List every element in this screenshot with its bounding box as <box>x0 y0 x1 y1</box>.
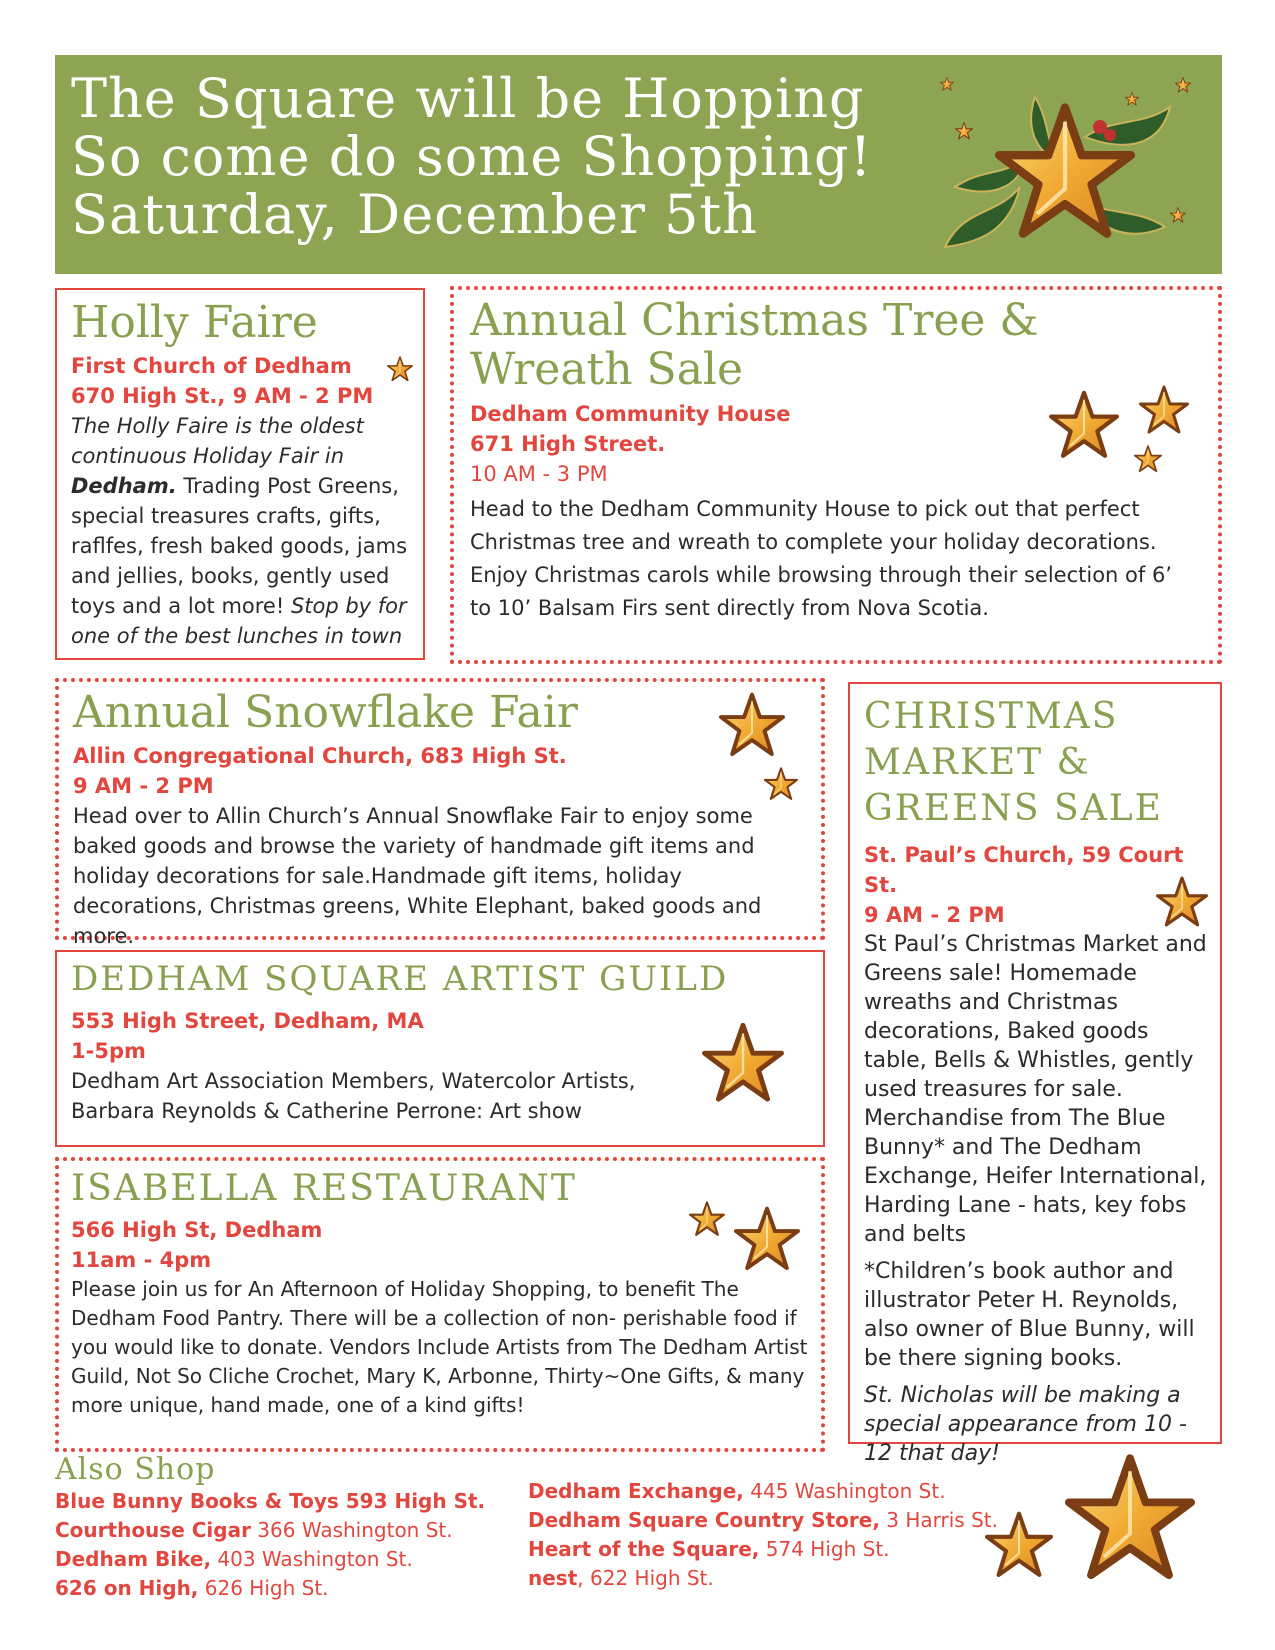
shop-address: 574 High St. <box>759 1537 890 1561</box>
banner-line-3: Saturday, December 5th <box>71 183 758 246</box>
shop-list-item <box>55 1545 535 1574</box>
tree-sale-address: 671 High Street. <box>470 431 666 456</box>
holly-faire-card <box>55 288 425 660</box>
shop-name: Courthouse Cigar <box>55 1518 251 1542</box>
isabella-restaurant-title: ISABELLA RESTAURANT <box>71 1168 577 1209</box>
holly-faire-closing: Stop by for one of the best lunches in town <box>71 594 407 649</box>
also-shop-section <box>55 1453 1225 1633</box>
holly-faire-intro-bold: Dedham. <box>71 474 177 499</box>
star-icon <box>702 1022 784 1104</box>
christmas-market-title-line-1: CHRISTMAS <box>864 696 1119 737</box>
holly-faire-intro: The Holly Faire is the oldest continuous Holiday Fair in <box>71 414 364 469</box>
star-icon <box>1134 445 1162 473</box>
christmas-market-title-line-2: MARKET & <box>864 742 1091 783</box>
star-icon <box>719 692 785 758</box>
christmas-market-title-line-3: GREENS SALE <box>864 788 1163 829</box>
tree-sale-description: Head to the Dedham Community House to pick out that perfect Christmas tree and wreath to complete your holiday decorations. Enjoy Christmas carols while browsing through their selection of 6’ to 10’ Balsam Firs sent directly from Nova Scotia. <box>470 496 1172 620</box>
artist-guild-time: 1-5pm <box>71 1039 146 1064</box>
artist-guild-address: 553 High Street, Dedham, MA <box>71 1009 424 1034</box>
tree-sale-card <box>450 286 1222 664</box>
shop-name: Dedham Exchange, <box>528 1479 744 1503</box>
star-icon <box>1065 1453 1195 1583</box>
holly-star-illustration <box>925 67 1215 272</box>
star-icon <box>734 1206 800 1272</box>
star-icon <box>1049 390 1119 460</box>
isabella-restaurant-description: Please join us for An Afternoon of Holiday Shopping, to benefit The Dedham Food Pantry. There will be a collection of non- perishable food if you would like to donate. Vendors Include Artists from The Dedham Artist Guild, Not So Cliche Crochet, Mary K, Arbonne, Thirty~One Gifts, & many more unique, hand made, one of a kind gifts! <box>71 1277 808 1418</box>
shop-list-item <box>528 1535 1008 1564</box>
shop-address: 3 Harris St. <box>879 1508 998 1532</box>
tree-sale-location: Dedham Community House <box>470 401 791 426</box>
artist-guild-card <box>55 950 825 1147</box>
shop-list-item <box>528 1564 1008 1593</box>
artist-guild-description: Dedham Art Association Members, Watercolor Artists, Barbara Reynolds & Catherine Perrone: Art show <box>71 1069 636 1124</box>
christmas-market-description: St Paul’s Christmas Market and Greens sale! Homemade wreaths and Christmas decorations, Baked goods table, Bells & Whistles, gently used treasures for sale. Merchandise from The Blue Bunny* and The Dedham Exchange, Heifer International, Harding Lane - hats, key fobs and belts <box>864 932 1207 1247</box>
snowflake-fair-time: 9 AM - 2 PM <box>73 774 214 799</box>
holly-faire-text: Trading Post Greens, special treasures crafts, gifts, raflfes, fresh baked goods, jams and jellies, books, gently used toys and a lot more! <box>71 474 408 619</box>
shop-list-item <box>55 1487 535 1516</box>
shop-list-item <box>528 1506 1008 1535</box>
holly-faire-location: First Church of Dedham <box>71 354 352 379</box>
christmas-market-location: St. Paul’s Church, 59 Court St. <box>864 843 1184 897</box>
header-banner <box>55 55 1222 274</box>
artist-guild-title: DEDHAM SQUARE ARTIST GUILD <box>71 959 729 999</box>
also-shop-column-2 <box>528 1477 1008 1593</box>
holly-faire-address-time: 670 High St., 9 AM - 2 PM <box>71 384 374 409</box>
shop-name: 626 on High, <box>55 1576 199 1600</box>
holly-faire-title: Holly Faire <box>71 297 318 348</box>
also-shop-column-1 <box>55 1487 535 1603</box>
star-icon <box>764 767 798 801</box>
star-icon <box>1139 385 1189 435</box>
isabella-restaurant-time: 11am - 4pm <box>71 1248 212 1273</box>
star-icon <box>985 1511 1053 1579</box>
snowflake-fair-description: Head over to Allin Church’s Annual Snowflake Fair to enjoy some baked goods and browse the variety of handmade gift items and holiday decorations for sale.Handmade gift items, holiday decorations, Christmas greens, White Elephant, baked goods and more. <box>73 804 762 949</box>
banner-line-2: So come do some Shopping! <box>71 125 873 188</box>
holly-faire-description <box>71 411 411 651</box>
christmas-market-card <box>848 682 1222 1466</box>
also-shop-title: Also Shop <box>55 1452 216 1487</box>
shop-address: 626 High St. <box>198 1576 329 1600</box>
isabella-restaurant-card <box>55 1157 825 1452</box>
christmas-market-closing: St. Nicholas will be making a special appearance from 10 - 12 that day! <box>864 1383 1187 1466</box>
shop-address: 366 Washington St. <box>250 1518 453 1542</box>
christmas-market-note: *Children’s book author and illustrator Peter H. Reynolds, also owner of Blue Bunny, will be there signing books. <box>864 1259 1195 1371</box>
shop-list-item <box>528 1477 1008 1506</box>
shop-list-item <box>55 1516 535 1545</box>
star-icon <box>387 356 413 382</box>
shop-name: Heart of the Square, <box>528 1537 760 1561</box>
tree-sale-time: 10 AM - 3 PM <box>470 461 608 486</box>
shop-list-item <box>55 1574 535 1603</box>
shop-name: nest <box>528 1566 578 1590</box>
shop-name: Dedham Square Country Store, <box>528 1508 880 1532</box>
banner-line-1: The Square will be Hopping <box>71 67 865 130</box>
tree-sale-title-line-2: Wreath Sale <box>470 344 744 396</box>
snowflake-fair-location: Allin Congregational Church, 683 High St. <box>73 744 567 769</box>
tree-sale-title-line-1: Annual Christmas Tree & <box>470 295 1039 346</box>
shop-name: Blue Bunny Books & Toys 593 High St. <box>55 1489 486 1513</box>
isabella-restaurant-address: 566 High St, Dedham <box>71 1218 323 1243</box>
christmas-market-time: 9 AM - 2 PM <box>864 903 1005 927</box>
shop-name: Dedham Bike, <box>55 1547 212 1571</box>
star-icon <box>689 1201 725 1237</box>
star-icon <box>1156 876 1208 928</box>
shop-address: 445 Washington St. <box>743 1479 946 1503</box>
snowflake-fair-card <box>55 678 825 949</box>
shop-address: 403 Washington St. <box>211 1547 413 1571</box>
shop-address: , 622 High St. <box>577 1566 714 1590</box>
snowflake-fair-title: Annual Snowflake Fair <box>73 687 578 738</box>
